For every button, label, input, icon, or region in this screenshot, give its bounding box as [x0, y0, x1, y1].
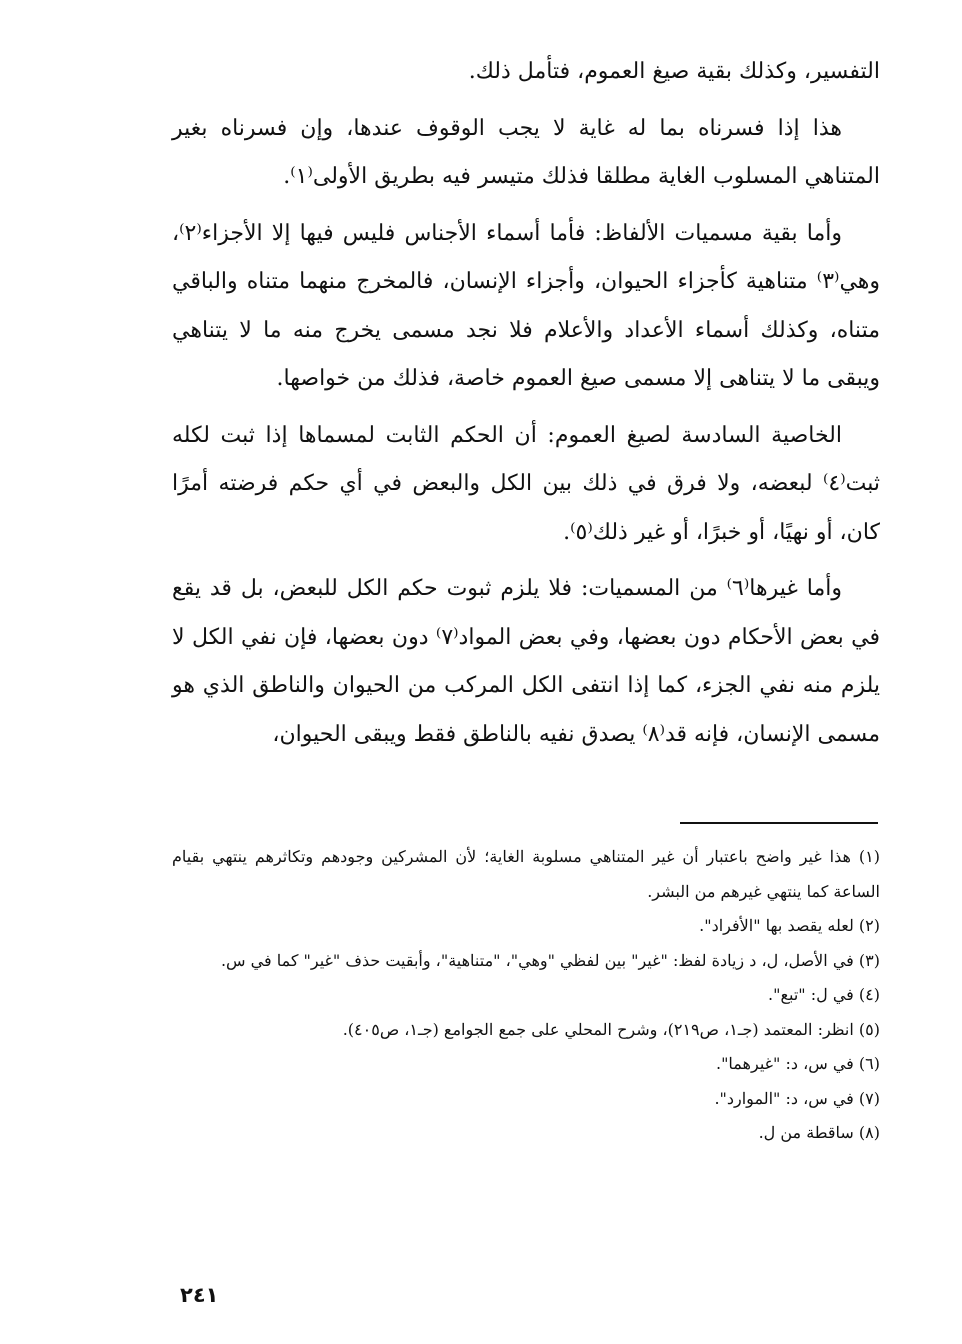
paragraph-infinite-interpretation: هذا إذا فسرناه بما له غاية لا يجب الوقوف عندها، وإن فسرناه بغير المتناهي المسلوب الغاية مطلقا فذلك متيسر فيه بطريق الأولى⁽١⁾. [172, 115, 880, 189]
footnote-2: (٢) لعله يقصد بها "الأفراد". [699, 916, 880, 935]
footnote-3: (٣) في الأصل، ل، د زيادة لفظ: "غير" بين لفظي "وهي"، "متناهية"، وأبقيت حذف "غير" كما في س. [220, 950, 880, 970]
footnote-5: (٥) انظر: المعتمد (جـ١، ص٢١٩)، وشرح المحلي على جمع الجوامع (جـ١، ص٤٠٥). [342, 1019, 880, 1039]
paragraph-other-names: وأما بقية مسميات الألفاظ: فأما أسماء الأجناس فليس فيها إلا الأجزاء⁽٢⁾، وهي⁽٣⁾ متناهية كأجزاء الحيوان، وأجزاء الإنسان، فالمخرج منهما متناه والباقي متناه، وكذلك أسماء الأعداد والأعلام فلا نجد مسمى يخرج منه ما لا يتناهي ويبقى ما لا يتناهى إلا مسمى صيغ العموم خاصة، فذلك من خواصها. [172, 220, 881, 391]
footnote-7: (٧) في س، د: "الموارد". [714, 1088, 880, 1108]
footnote-4: (٤) في ل: "تبع". [768, 985, 880, 1004]
page-number: ٢٤١ [180, 1283, 219, 1307]
footnote-6: (٦) في س، د: "غيرهما". [715, 1054, 880, 1073]
paragraph-other-names-ruling: وأما غيرها⁽٦⁾ من المسميات: فلا يلزم ثبوت حكم الكل للبعض، بل قد يقع في بعض الأحكام دون بعضها، وفي بعض المواد⁽٧⁾ دون بعضها، فإن نفي الكل لا يلزم منه نفي الجزء، كما إذا انتفى الكل المركب من الحيوان والناطق الذي هو مسمى الإنسان، فإنه قد⁽٨⁾ يصدق نفيه بالناطق فقط ويبقى الحيوان، [172, 576, 881, 747]
paragraph-sixth-property: الخاصية السادسة لصيغ العموم: أن الحكم الثابت لمسماها إذا ثبت لكله ثبت⁽٤⁾ لبعضه، ولا فرق في ذلك بين الكل والبعض في أي حكم فرضته أمرًا كان، أو نهيًا، أو خبرًا، أو غير ذلك⁽٥⁾. [172, 422, 880, 545]
footnote-divider [680, 822, 878, 824]
footnote-1: (١) هذا غير واضح باعتبار أن غير المتناهي مسلوبة الغاية؛ لأن المشركين وجودهم وتكاثرهم ينتهي بقيام الساعة كما ينتهي غيرهم من البشر. [172, 847, 880, 901]
footnotes [172, 840, 880, 1151]
paragraph-continuation: التفسير، وكذلك بقية صيغ العموم، فتأمل ذلك. [468, 59, 880, 84]
footnote-8: (٨) ساقطة من ل. [758, 1123, 880, 1142]
main-text [172, 48, 880, 767]
